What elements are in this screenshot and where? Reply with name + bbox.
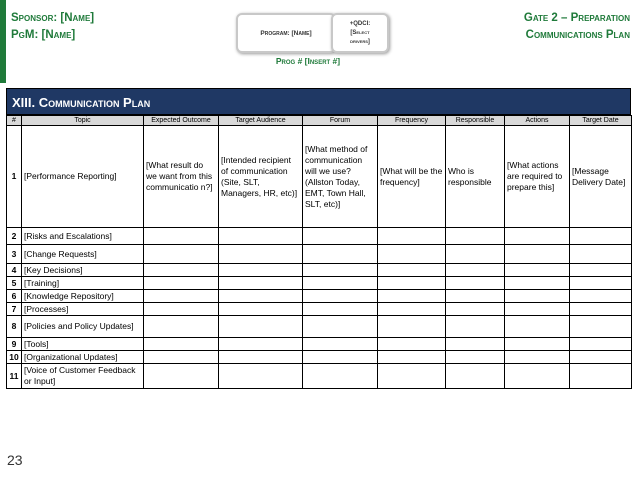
cell-forum (303, 364, 378, 389)
cell-outcome (144, 277, 219, 290)
col-header: Forum (303, 116, 378, 126)
row-number-cell: 5 (7, 277, 22, 290)
table-row (7, 277, 632, 290)
cell-actions (505, 264, 570, 277)
cell-date: [Message Delivery Date] (570, 126, 632, 228)
col-header: Responsible (446, 116, 505, 126)
col-header: Topic (22, 116, 144, 126)
row-number-cell: 10 (7, 351, 22, 364)
table-row (7, 228, 632, 245)
col-header: Frequency (378, 116, 446, 126)
communication-plan-table (6, 115, 632, 389)
cell-date (570, 245, 632, 264)
cell-outcome (144, 290, 219, 303)
cell-outcome (144, 351, 219, 364)
cell-frequency (378, 338, 446, 351)
cell-responsible (446, 338, 505, 351)
cell-date (570, 228, 632, 245)
slide-number: 23 (7, 452, 23, 468)
cell-responsible (446, 364, 505, 389)
cell-actions (505, 277, 570, 290)
cell-forum: [What method of communication will we use? (Allston Today, EMT, Town Hall, SLT, etc)] (303, 126, 378, 228)
cell-audience (219, 245, 303, 264)
cell-frequency (378, 303, 446, 316)
cell-actions (505, 316, 570, 338)
cell-outcome (144, 245, 219, 264)
cell-frequency (378, 264, 446, 277)
col-header: Actions (505, 116, 570, 126)
cell-outcome: [What result do we want from this communicatio n?] (144, 126, 219, 228)
header-right (524, 10, 630, 44)
table-header-row (7, 116, 632, 126)
cell-actions (505, 245, 570, 264)
cell-actions (505, 228, 570, 245)
table-row (7, 338, 632, 351)
cell-frequency (378, 364, 446, 389)
col-header: Target Audience (219, 116, 303, 126)
cell-audience: [Intended recipient of communication (Site, SLT, Managers, HR, etc)] (219, 126, 303, 228)
cell-topic: [Training] (22, 277, 144, 290)
cell-responsible (446, 316, 505, 338)
row-number-cell: 9 (7, 338, 22, 351)
col-header: Target Date (570, 116, 632, 126)
cell-forum (303, 277, 378, 290)
cell-frequency (378, 351, 446, 364)
header-left (11, 10, 94, 44)
cell-actions (505, 351, 570, 364)
row-number-cell: 8 (7, 316, 22, 338)
cell-topic: [Processes] (22, 303, 144, 316)
cell-outcome (144, 228, 219, 245)
cell-frequency: [What will be the frequency] (378, 126, 446, 228)
cell-frequency (378, 316, 446, 338)
cell-outcome (144, 316, 219, 338)
col-header: Expected Outcome (144, 116, 219, 126)
cell-responsible (446, 245, 505, 264)
cell-date (570, 316, 632, 338)
cell-outcome (144, 264, 219, 277)
cell-forum (303, 316, 378, 338)
table-row (7, 351, 632, 364)
cell-actions (505, 290, 570, 303)
cell-audience (219, 351, 303, 364)
cell-topic: [Performance Reporting] (22, 126, 144, 228)
program-box (236, 13, 336, 53)
cell-frequency (378, 245, 446, 264)
cell-actions (505, 338, 570, 351)
sponsor-label: Sponsor: [Name] (11, 12, 95, 24)
row-number-cell: 7 (7, 303, 22, 316)
row-number-cell: 1 (7, 126, 22, 228)
cell-date (570, 351, 632, 364)
cell-outcome (144, 303, 219, 316)
cell-audience (219, 277, 303, 290)
cell-responsible (446, 277, 505, 290)
cell-responsible (446, 264, 505, 277)
cell-audience (219, 228, 303, 245)
cell-actions: [What actions are required to prepare this] (505, 126, 570, 228)
cell-forum (303, 303, 378, 316)
cell-forum (303, 338, 378, 351)
table-row (7, 303, 632, 316)
plan-name-label: Communications Plan (525, 29, 630, 41)
cell-forum (303, 290, 378, 303)
cell-actions (505, 364, 570, 389)
brand-accent-bar (0, 0, 6, 83)
row-number-cell: 4 (7, 264, 22, 277)
cell-outcome (144, 364, 219, 389)
cell-audience (219, 316, 303, 338)
cell-date (570, 303, 632, 316)
cell-responsible (446, 290, 505, 303)
table-row (7, 245, 632, 264)
cell-audience (219, 303, 303, 316)
row-number-cell: 6 (7, 290, 22, 303)
cell-actions (505, 303, 570, 316)
qdci-label: +QDCI: (349, 20, 371, 27)
cell-forum (303, 228, 378, 245)
cell-responsible: Who is responsible (446, 126, 505, 228)
cell-topic: [Knowledge Repository] (22, 290, 144, 303)
cell-date (570, 290, 632, 303)
qdci-select: [Select (350, 29, 370, 36)
cell-topic: [Key Decisions] (22, 264, 144, 277)
cell-date (570, 264, 632, 277)
row-number-cell: 3 (7, 245, 22, 264)
col-header: # (7, 116, 22, 126)
table-row (7, 364, 632, 389)
cell-topic: [Policies and Policy Updates] (22, 316, 144, 338)
cell-topic: [Risks and Escalations] (22, 228, 144, 245)
cell-audience (219, 338, 303, 351)
cell-date (570, 338, 632, 351)
cell-responsible (446, 351, 505, 364)
program-number: Prog # [Insert #] (275, 56, 341, 66)
row-number-cell: 11 (7, 364, 22, 389)
table-row (7, 126, 632, 228)
cell-topic: [Voice of Customer Feedback or Input] (22, 364, 144, 389)
gate-label: Gate 2 – Preparation (523, 12, 630, 24)
row-number-cell: 2 (7, 228, 22, 245)
cell-frequency (378, 290, 446, 303)
cell-responsible (446, 303, 505, 316)
section-title: XIII. Communication Plan (6, 88, 631, 115)
table-row (7, 316, 632, 338)
table-row (7, 264, 632, 277)
cell-forum (303, 245, 378, 264)
cell-audience (219, 290, 303, 303)
cell-audience (219, 264, 303, 277)
cell-frequency (378, 277, 446, 290)
cell-frequency (378, 228, 446, 245)
pgm-label: PgM: [Name] (11, 29, 76, 41)
cell-topic: [Tools] (22, 338, 144, 351)
cell-date (570, 364, 632, 389)
cell-audience (219, 364, 303, 389)
cell-topic: [Organizational Updates] (22, 351, 144, 364)
qdci-drivers: drivers] (350, 38, 370, 45)
table-row (7, 290, 632, 303)
cell-forum (303, 351, 378, 364)
cell-topic: [Change Requests] (22, 245, 144, 264)
cell-forum (303, 264, 378, 277)
cell-responsible (446, 228, 505, 245)
program-label: Program: [Name] (260, 29, 312, 37)
qdci-box (331, 13, 389, 53)
cell-outcome (144, 338, 219, 351)
cell-date (570, 277, 632, 290)
